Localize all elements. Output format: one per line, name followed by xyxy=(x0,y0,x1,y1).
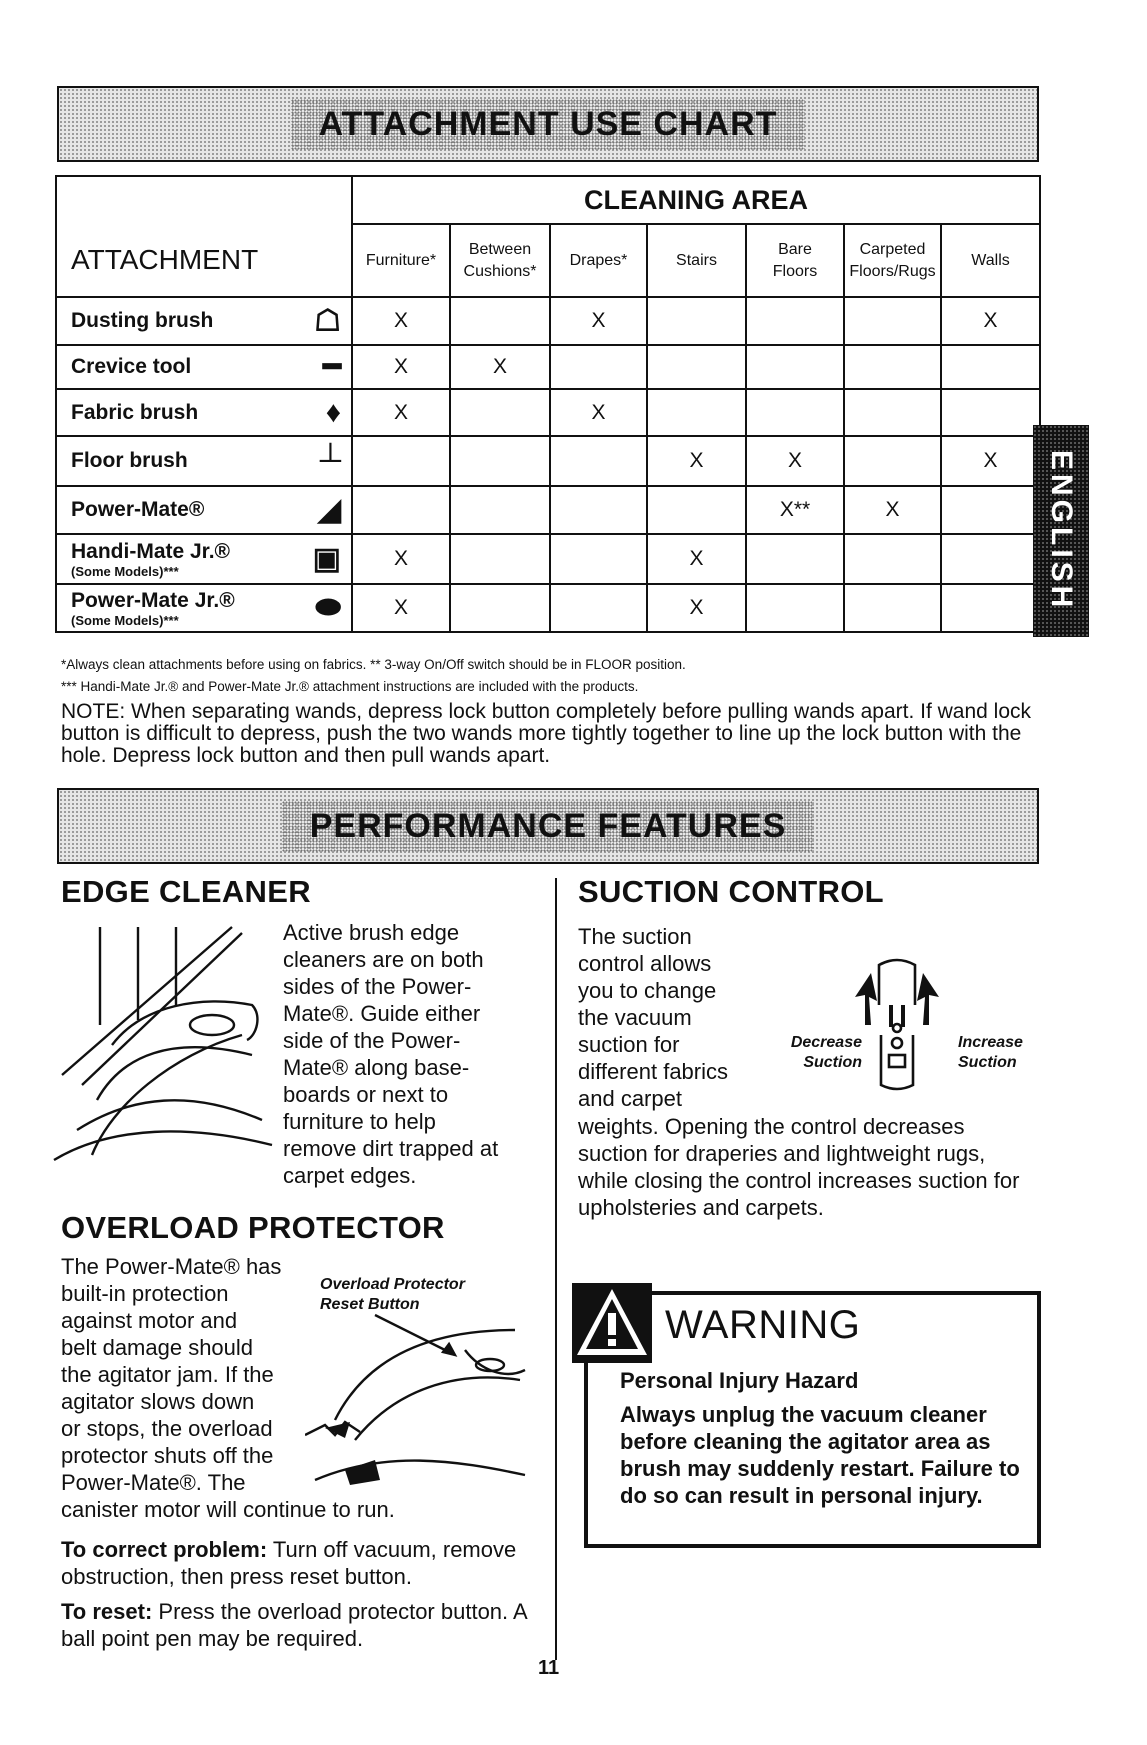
text-line: canister motor will continue to run. xyxy=(61,1497,395,1522)
suction-control-text xyxy=(578,923,778,1112)
label-line: Decrease xyxy=(790,1034,862,1051)
usage-mark-cell: X xyxy=(550,389,647,436)
text-line: and carpet xyxy=(578,1086,682,1111)
performance-features-banner xyxy=(57,788,1039,864)
usage-mark-cell xyxy=(941,584,1040,632)
warning-body: Always unplug the vacuum cleaner before cleaning the agitator area as brush may suddenly restart. Failure to do so can result in personal injury. xyxy=(620,1402,1020,1508)
column-header-line2: Cushions* xyxy=(463,262,537,280)
power-mate-icon: ◢ xyxy=(317,493,341,527)
footnote-1: *Always clean attachments before using on fabrics. ** 3-way On/Off switch should be in FLOOR position. xyxy=(61,657,686,672)
text-line: furniture to help xyxy=(283,1109,436,1134)
fabric-brush-icon: ♦ xyxy=(325,395,341,429)
column-header-line2: Floors xyxy=(772,262,818,280)
usage-mark-cell xyxy=(352,436,450,486)
usage-mark-cell: X** xyxy=(746,486,844,534)
edge-cleaner-illustration xyxy=(52,925,278,1165)
usage-mark-cell xyxy=(450,534,550,584)
usage-mark-cell xyxy=(450,297,550,345)
increase-suction-label xyxy=(958,1033,1048,1073)
usage-mark-cell xyxy=(647,389,746,436)
language-tab-label: ENGLISH xyxy=(1045,450,1078,612)
attachment-name-cell xyxy=(56,436,352,486)
usage-mark-cell: X xyxy=(550,297,647,345)
suction-control-illustration xyxy=(845,955,950,1095)
column-header xyxy=(844,224,941,297)
usage-mark-cell xyxy=(844,297,941,345)
attachment-name-cell xyxy=(56,389,352,436)
label-line: Suction xyxy=(958,1054,1017,1071)
column-header-line1: Between xyxy=(468,240,532,258)
suction-control-text-cont: weights. Opening the control decreases suction for draperies and lightweight rugs, while closing the control increases suction for upholsteries and carpets. xyxy=(578,1114,1020,1220)
text-line: Power-Mate®. The xyxy=(61,1470,246,1495)
warning-icon xyxy=(572,1283,652,1363)
text-line: boards or next to xyxy=(283,1082,449,1107)
attachment-name-cell xyxy=(56,486,352,534)
usage-mark-cell xyxy=(746,534,844,584)
column-header-line2: Floors/Rugs xyxy=(849,262,936,280)
handi-mate-icon: ▣ xyxy=(312,542,341,576)
attachment-header: ATTACHMENT xyxy=(56,224,352,297)
label-line: Reset Button xyxy=(320,1296,420,1313)
suction-control-heading: SUCTION CONTROL xyxy=(578,874,884,909)
table-row xyxy=(56,534,1040,584)
page-number: 11 xyxy=(538,1657,560,1679)
column-header xyxy=(450,224,550,297)
attachment-rows xyxy=(56,297,1040,632)
performance-features-title: PERFORMANCE FEATURES xyxy=(282,801,815,852)
reset-instructions: Press the overload protector button. A ball point pen may be required. xyxy=(61,1599,527,1651)
correct-problem-text xyxy=(61,1536,541,1590)
column-header-line1: Bare xyxy=(778,240,812,258)
overload-protector-heading: OVERLOAD PROTECTOR xyxy=(61,1210,445,1245)
attachment-note: (Some Models)*** xyxy=(71,563,179,579)
usage-mark-cell: X xyxy=(352,389,450,436)
usage-mark-cell xyxy=(450,486,550,534)
overload-protector-text xyxy=(61,1253,561,1523)
label-line: Increase xyxy=(958,1034,1023,1051)
reset-label: To reset: xyxy=(61,1599,153,1624)
usage-mark-cell xyxy=(746,389,844,436)
usage-mark-cell: X xyxy=(941,436,1040,486)
usage-mark-cell: X xyxy=(647,436,746,486)
usage-mark-cell: X xyxy=(450,345,550,389)
crevice-tool-icon: ━ xyxy=(322,350,341,384)
cleaning-area-header: CLEANING AREA xyxy=(352,176,1040,224)
decrease-suction-label xyxy=(782,1033,862,1073)
text-line: or stops, the overload xyxy=(61,1416,273,1441)
usage-mark-cell xyxy=(844,436,941,486)
usage-mark-cell xyxy=(550,534,647,584)
usage-mark-cell xyxy=(941,486,1040,534)
note-paragraph xyxy=(61,701,1041,767)
usage-mark-cell xyxy=(844,534,941,584)
usage-mark-cell xyxy=(941,345,1040,389)
column-header xyxy=(746,224,844,297)
text-line: Active brush edge xyxy=(283,920,460,945)
text-line: control allows xyxy=(578,951,712,976)
table-row xyxy=(56,389,1040,436)
usage-mark-cell xyxy=(550,345,647,389)
usage-mark-cell xyxy=(647,486,746,534)
column-header-line2: Walls xyxy=(971,251,1010,269)
text-line: The suction xyxy=(578,924,692,949)
attachment-name: Floor brush xyxy=(71,449,188,472)
text-line: different fabrics xyxy=(578,1059,729,1084)
usage-mark-cell xyxy=(550,584,647,632)
edge-cleaner-heading: EDGE CLEANER xyxy=(61,874,311,909)
usage-mark-cell xyxy=(844,389,941,436)
text-line: Mate®. Guide either xyxy=(283,1001,481,1026)
table-row xyxy=(56,297,1040,345)
text-line: sides of the Power- xyxy=(283,974,472,999)
correct-problem-instructions: Turn off vacuum, remove obstruction, then press reset button. xyxy=(61,1537,517,1589)
power-mate-jr-icon: ⬬ xyxy=(315,591,341,624)
attachment-name: Dusting brush xyxy=(71,309,214,332)
warning-subheading: Personal Injury Hazard xyxy=(620,1368,859,1393)
usage-mark-cell: X xyxy=(746,436,844,486)
text-line: the agitator jam. If the xyxy=(61,1362,274,1387)
attachment-name: Fabric brush xyxy=(71,400,199,424)
attachment-name-cell xyxy=(56,297,352,345)
attachment-note: (Some Models)*** xyxy=(71,612,179,628)
text-line: agitator slows down xyxy=(61,1389,255,1414)
usage-mark-cell xyxy=(844,584,941,632)
column-header-row xyxy=(56,224,1040,297)
column-header-line1: Carpeted xyxy=(859,240,926,258)
usage-mark-cell xyxy=(450,436,550,486)
usage-mark-cell: X xyxy=(941,297,1040,345)
usage-mark-cell xyxy=(352,486,450,534)
warning-triangle-icon xyxy=(572,1283,652,1363)
edge-cleaner-text xyxy=(283,919,548,1189)
usage-mark-cell xyxy=(941,534,1040,584)
column-header-line2: Stairs xyxy=(676,251,717,269)
attachment-name-cell xyxy=(56,345,352,389)
usage-mark-cell xyxy=(450,389,550,436)
attachment-name: Crevice tool xyxy=(71,355,192,378)
text-line: carpet edges. xyxy=(283,1163,417,1188)
column-header xyxy=(550,224,647,297)
attachment-name-cell xyxy=(56,534,352,584)
note-text: When separating wands, depress lock button completely before pulling wands apart. If wand lock button is difficult to depress, push the two wands more tightly together to line up the lock button with the hole. Depress lock button and then pull wands apart. xyxy=(61,700,1032,767)
text-line: suction for xyxy=(578,1032,680,1057)
column-header-line2: Furniture* xyxy=(365,251,437,269)
usage-mark-cell xyxy=(647,345,746,389)
text-line: the vacuum xyxy=(578,1005,692,1030)
text-line: remove dirt trapped at xyxy=(283,1136,499,1161)
usage-mark-cell: X xyxy=(844,486,941,534)
note-label: NOTE: xyxy=(61,700,126,723)
usage-mark-cell: X xyxy=(647,584,746,632)
text-line: side of the Power- xyxy=(283,1028,461,1053)
usage-mark-cell xyxy=(550,486,647,534)
text-line: belt damage should xyxy=(61,1335,254,1360)
correct-problem-label: To correct problem: xyxy=(61,1537,268,1562)
column-header xyxy=(647,224,746,297)
usage-mark-cell xyxy=(550,436,647,486)
usage-mark-cell: X xyxy=(647,534,746,584)
column-header xyxy=(941,224,1040,297)
column-header xyxy=(352,224,450,297)
table-row xyxy=(56,436,1040,486)
footnote-2: *** Handi-Mate Jr.® and Power-Mate Jr.® attachment instructions are included with the products. xyxy=(61,679,639,694)
text-line: The Power-Mate® has xyxy=(61,1254,282,1279)
attachment-name: Power-Mate® xyxy=(71,498,205,521)
attachment-chart-banner xyxy=(57,86,1039,162)
usage-mark-cell xyxy=(941,389,1040,436)
text-line: you to change xyxy=(578,978,717,1003)
attachment-name: Power-Mate Jr.® xyxy=(71,588,235,612)
language-tab xyxy=(1033,425,1089,637)
usage-mark-cell: X xyxy=(352,297,450,345)
usage-mark-cell: X xyxy=(352,584,450,632)
warning-title: WARNING xyxy=(665,1303,861,1347)
column-header-line2: Drapes* xyxy=(569,251,628,269)
table-row xyxy=(56,345,1040,389)
usage-mark-cell xyxy=(746,297,844,345)
usage-mark-cell xyxy=(450,584,550,632)
usage-mark-cell xyxy=(746,584,844,632)
text-line: cleaners are on both xyxy=(283,947,484,972)
reset-text xyxy=(61,1598,531,1652)
text-line: built-in protection xyxy=(61,1281,229,1306)
usage-mark-cell: X xyxy=(352,345,450,389)
text-line: protector shuts off the xyxy=(61,1443,274,1468)
label-line: Suction xyxy=(803,1054,862,1071)
usage-mark-cell xyxy=(647,297,746,345)
usage-mark-cell xyxy=(844,345,941,389)
usage-mark-cell xyxy=(746,345,844,389)
table-row xyxy=(56,584,1040,632)
table-row xyxy=(56,486,1040,534)
text-line: Mate® along base- xyxy=(283,1055,470,1080)
attachment-name-cell xyxy=(56,584,352,632)
usage-mark-cell: X xyxy=(352,534,450,584)
floor-brush-icon: ┴ xyxy=(319,444,341,477)
table-corner xyxy=(56,176,352,224)
text-line: against motor and xyxy=(61,1308,238,1333)
attachment-name: Handi-Mate Jr.® xyxy=(71,539,231,563)
warning-box xyxy=(584,1291,1041,1548)
label-line: Overload Protector xyxy=(320,1276,465,1293)
dusting-brush-icon: ☖ xyxy=(314,304,341,338)
attachment-chart-title: ATTACHMENT USE CHART xyxy=(291,99,806,150)
attachment-use-table xyxy=(55,175,1041,633)
